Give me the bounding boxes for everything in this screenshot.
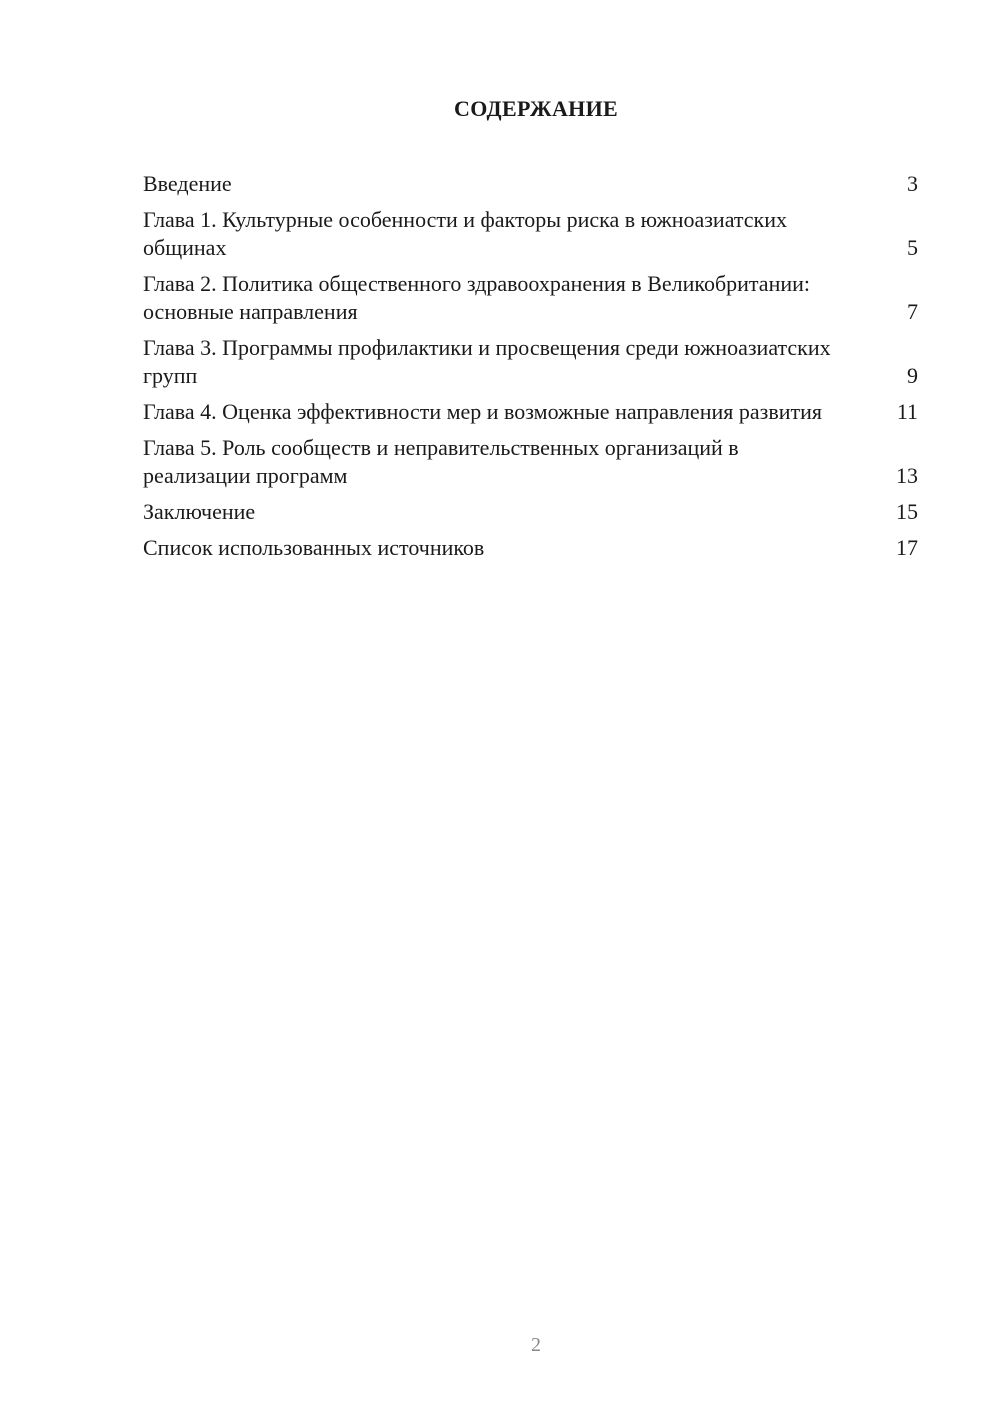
toc-entry-chapter-3[interactable] (143, 334, 918, 390)
toc-entry-page: 13 (896, 463, 918, 488)
toc-entry-chapter-4[interactable] (143, 398, 918, 426)
toc-entry-introduction[interactable] (143, 170, 918, 198)
toc-entry-text: Список использованных источников (143, 535, 485, 560)
toc-entry-chapter-2[interactable] (143, 270, 918, 326)
toc-entry-text: Глава 3. Программы профилактики и просвещения среди южноазиатских групп (143, 335, 831, 388)
toc-entry-chapter-1[interactable] (143, 206, 918, 262)
toc-entry-text: Глава 4. Оценка эффективности мер и возможные направления развития (143, 399, 822, 424)
toc-entry-text: Глава 5. Роль сообществ и неправительственных организаций в реализации программ (143, 435, 739, 488)
toc-entry-text: Введение (143, 171, 232, 196)
toc-entry-page: 7 (907, 299, 918, 324)
toc-entry-page: 17 (896, 535, 918, 560)
toc-entry-text: Заключение (143, 499, 256, 524)
toc-entry-conclusion[interactable] (143, 498, 918, 526)
toc-entry-chapter-5[interactable] (143, 434, 918, 490)
toc-entry-text: Глава 1. Культурные особенности и факторы риска в южноазиатских общинах (143, 207, 788, 260)
toc-entry-text: Глава 2. Политика общественного здравоохранения в Великобритании: основные направления (143, 271, 811, 324)
toc-entry-page: 5 (907, 235, 918, 260)
toc-entry-references[interactable] (143, 534, 918, 562)
toc-entry-page: 11 (896, 399, 918, 424)
toc-entry-page: 9 (907, 363, 918, 388)
table-of-contents (143, 170, 918, 570)
page-number: 2 (531, 1334, 541, 1356)
toc-entry-page: 15 (896, 499, 918, 524)
page-title: СОДЕРЖАНИЕ (454, 96, 618, 121)
toc-entry-page: 3 (907, 171, 918, 196)
